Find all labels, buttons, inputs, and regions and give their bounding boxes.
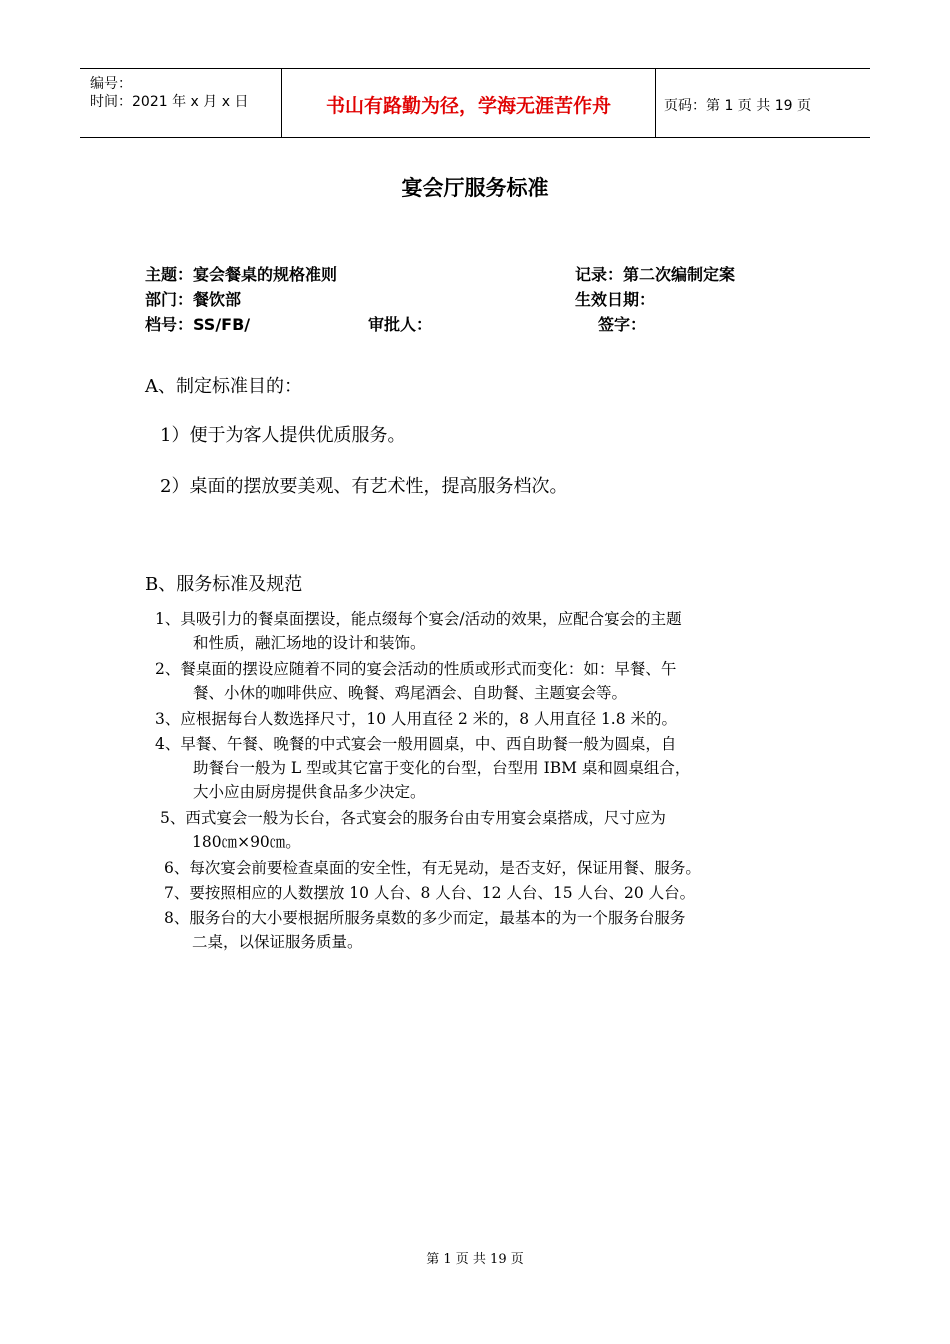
section-b-item <box>160 806 666 854</box>
section-b-item-text: 3、应根据每台人数选择尺寸，10 人用直径 2 米的，8 人用直径 1.8 米的。 <box>155 710 678 728</box>
section-b-item <box>155 707 677 731</box>
meta-effective-date: 生效日期： <box>575 290 656 309</box>
section-b-item-continuation: 和性质，融汇场地的设计和装饰。 <box>193 634 426 652</box>
section-b-item-text: 7、要按照相应的人数摆放 10 人台、8 人台、12 人台、15 人台、20 人台。 <box>164 884 696 902</box>
section-b-item-text: 8、服务台的大小要根据所服务桌数的多少而定，最基本的为一个服务台服务 <box>164 909 686 927</box>
meta-record: 记录：第二次编制定案 <box>575 265 736 284</box>
section-b-item-continuation: 餐、小休的咖啡供应、晚餐、鸡尾酒会、自助餐、主题宴会等。 <box>193 684 628 702</box>
section-b-item <box>155 732 690 804</box>
section-a-item: 1）便于为客人提供优质服务。 <box>160 425 406 446</box>
page-footer: 第 1 页 共 19 页 <box>426 1252 524 1267</box>
meta-approver: 审批人： <box>368 315 433 334</box>
document-time-label: 时间：2021 年 x 月 x 日 <box>90 94 249 110</box>
header-right-cell <box>656 69 870 137</box>
section-b-item <box>164 906 685 954</box>
header-motto: 书山有路勤为径，学海无涯苦作舟 <box>325 95 611 117</box>
document-title: 宴会厅服务标准 <box>401 176 549 200</box>
section-b-item-continuation: 二桌，以保证服务质量。 <box>192 933 363 951</box>
section-b-item-text: 2、餐桌面的摆设应随着不同的宴会活动的性质或形式而变化：如：早餐、午 <box>155 660 677 678</box>
section-b-item <box>155 657 676 705</box>
section-b-item <box>164 881 695 905</box>
section-b-item <box>164 856 701 880</box>
meta-subject: 主题：宴会餐桌的规格准则 <box>145 265 338 284</box>
section-b-heading: B、服务标准及规范 <box>145 574 303 595</box>
section-a-item: 2）桌面的摆放要美观、有艺术性，提高服务档次。 <box>160 476 568 497</box>
header-left-cell <box>80 69 281 137</box>
page-header <box>80 68 870 138</box>
section-b-item-text: 4、早餐、午餐、晚餐的中式宴会一般用圆桌，中、西自助餐一般为圆桌，自 <box>155 735 677 753</box>
section-a-heading: A、制定标准目的： <box>145 376 302 397</box>
section-b-item-continuation: 助餐台一般为 L 型或其它富于变化的台型，台型用 IBM 桌和圆桌组合， <box>193 759 691 777</box>
section-b-item-continuation: 180㎝×90㎝。 <box>192 833 301 851</box>
section-b-item-text: 6、每次宴会前要检查桌面的安全性，有无晃动，是否支好，保证用餐、服务。 <box>164 859 701 877</box>
meta-department: 部门：餐饮部 <box>145 290 242 309</box>
section-b-item-continuation: 大小应由厨房提供食品多少决定。 <box>193 783 426 801</box>
section-b-item-text: 5、西式宴会一般为长台，各式宴会的服务台由专用宴会桌搭成，尺寸应为 <box>160 809 666 827</box>
meta-file-number: 档号：SS/FB/ <box>145 315 251 334</box>
section-b-item <box>155 607 682 655</box>
meta-signature: 签字： <box>598 315 647 334</box>
document-number-label: 编号： <box>90 76 132 92</box>
header-page-code: 页码：第 1 页 共 19 页 <box>664 98 811 114</box>
section-b-item-text: 1、具吸引力的餐桌面摆设，能点缀每个宴会/活动的效果，应配合宴会的主题 <box>155 610 682 628</box>
header-motto-cell <box>281 69 656 137</box>
